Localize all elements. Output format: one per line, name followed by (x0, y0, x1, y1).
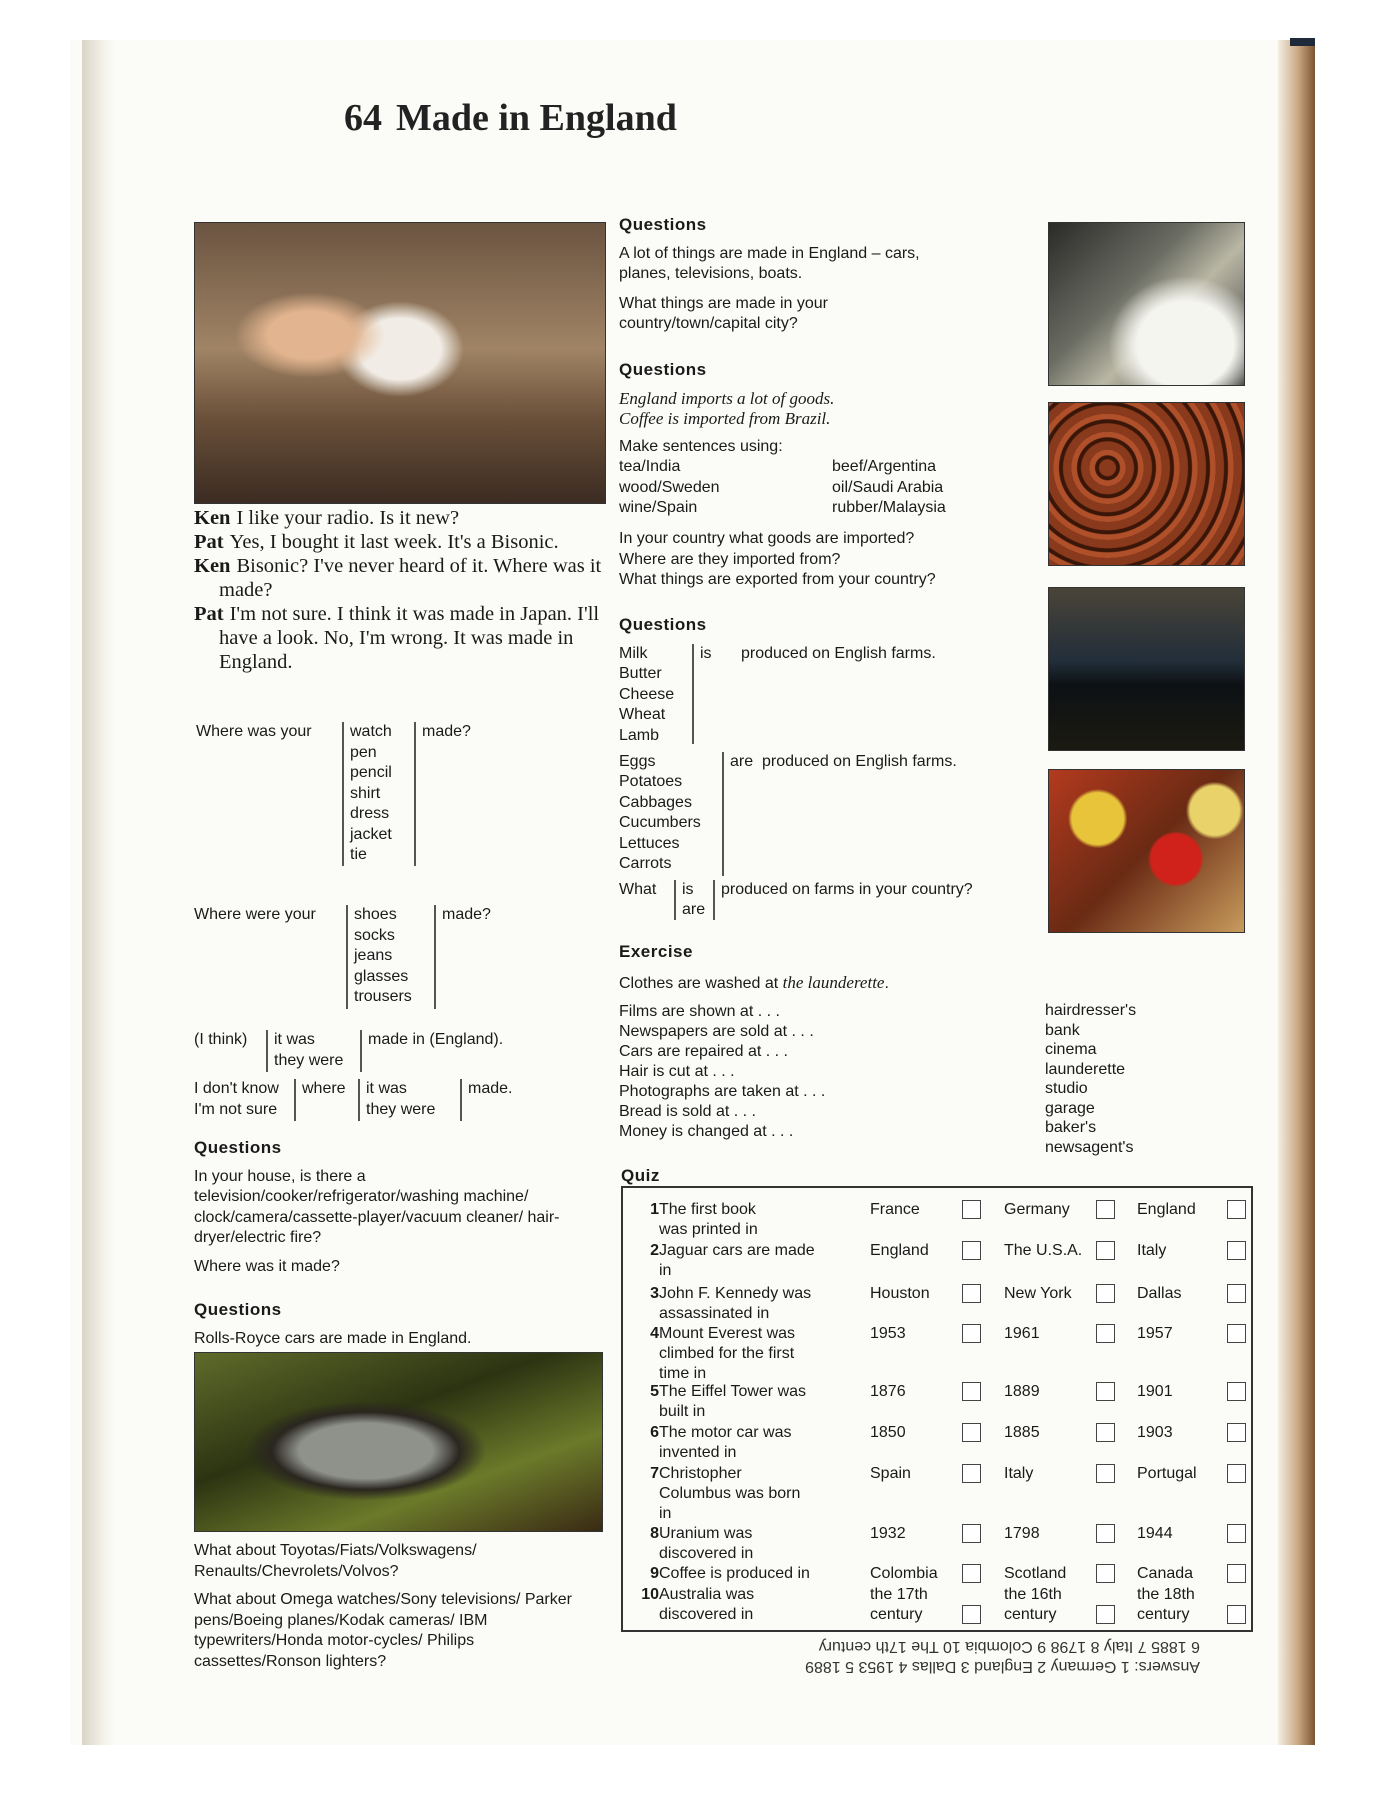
table-item: tie (350, 846, 367, 863)
questions-brands (194, 1541, 594, 1672)
dialogue-turn (194, 602, 614, 674)
section-heading: Questions (619, 215, 707, 234)
quiz-checkbox[interactable] (1096, 1423, 1115, 1442)
exercise-sentence: Photographs are taken at . . . (619, 1083, 826, 1100)
table-items (346, 905, 432, 1009)
quiz-checkbox[interactable] (1096, 1284, 1115, 1303)
dialogue-text: I like your radio. Is it new? (236, 507, 460, 529)
table-tail: made? (434, 905, 491, 1009)
table-item: glasses (354, 967, 409, 985)
quiz-question (659, 1324, 859, 1384)
table-item: Carrots (619, 855, 672, 872)
table-items (619, 644, 674, 747)
table-tail: produced on farms in your country? (713, 880, 973, 920)
question-text: Where was it made? (194, 1257, 340, 1275)
title-text: Made in England (396, 97, 677, 139)
table-tail: produced on English farms. (741, 644, 936, 662)
exercise-sentence: Films are shown at . . . (619, 1003, 780, 1020)
quiz-checkbox[interactable] (962, 1382, 981, 1401)
quiz-option: Italy (1004, 1465, 1034, 1482)
quiz-question (659, 1585, 859, 1625)
word-pair: wine/Spain (619, 499, 698, 516)
example-plain: Clothes are washed at (619, 974, 783, 992)
lead-line: I'm not sure (194, 1100, 278, 1118)
table-tail: made? (414, 722, 471, 866)
table-item: they were (366, 1100, 436, 1118)
section-heading: Questions (194, 1300, 282, 1319)
table-item: watch (350, 723, 392, 740)
example-italic: the launderette (782, 972, 885, 992)
table-tail: produced on English farms. (762, 752, 957, 770)
quiz-question (659, 1382, 859, 1422)
quiz-option: Canada (1137, 1565, 1194, 1582)
question-line: discovered in (659, 1606, 754, 1623)
table-items (342, 722, 392, 866)
exercise-places (1045, 1001, 1136, 1157)
table-item: Eggs (619, 752, 656, 770)
quiz-option: 1889 (1004, 1383, 1040, 1400)
table-tail: made in (England). (360, 1030, 503, 1072)
quiz-question (659, 1241, 859, 1281)
page-title (344, 96, 691, 140)
question-text: In your house, is there a television/cooker/refrigerator/washing machine/ clock/camera/cassette-player/vacuum cleaner/ hair-dryer/electric fire? (194, 1167, 560, 1246)
question-line: built in (659, 1403, 706, 1420)
quiz-checkbox[interactable] (962, 1564, 981, 1583)
table-tail: made. (460, 1079, 512, 1121)
book-binding (1278, 40, 1315, 1745)
question-text: Where are they imported from? (619, 550, 841, 568)
table-items (266, 1030, 358, 1072)
table-item: jeans (354, 947, 393, 964)
question-line: was printed in (659, 1221, 758, 1238)
word-pair: oil/Saudi Arabia (832, 478, 944, 496)
quiz-checkbox[interactable] (1096, 1464, 1115, 1483)
place-option: cinema (1045, 1041, 1097, 1058)
quiz-option: France (870, 1201, 920, 1218)
question-text: What about Omega watches/Sony televisions/ Parker pens/Boeing planes/Kodak cameras/ IBM typewriters/Honda motor-cycles/ Philips cassettes/Ronson lighters? (194, 1591, 572, 1670)
question-line: Jaguar cars are made (659, 1242, 815, 1259)
table-item: it was (366, 1080, 407, 1097)
quiz-checkbox[interactable] (962, 1423, 981, 1442)
quiz-number: 1 (650, 1201, 659, 1218)
table-item: shirt (350, 784, 381, 802)
question-line: Uranium was (659, 1525, 753, 1542)
table-item: is (682, 880, 694, 898)
speaker-name: Ken (194, 555, 231, 577)
place-option: launderette (1045, 1060, 1126, 1078)
table-items (619, 752, 701, 875)
quiz-option: 1885 (1004, 1424, 1040, 1441)
place-option: bank (1045, 1021, 1080, 1039)
quiz-checkbox[interactable] (1227, 1564, 1246, 1583)
quiz-checkbox[interactable] (962, 1324, 981, 1343)
exercise-sentence: Cars are repaired at . . . (619, 1043, 788, 1060)
question-line: John F. Kennedy was (659, 1285, 812, 1302)
table-item: are (682, 901, 706, 918)
quiz-question (659, 1524, 859, 1564)
questions-made-in-england (619, 215, 979, 335)
quiz-option: Scotland (1004, 1565, 1067, 1582)
pairs-left (619, 457, 720, 519)
dialogue-text: Bisonic? I've never heard of it. Where was it made? (219, 555, 602, 601)
speaker-name: Pat (194, 603, 224, 625)
question-text: What things are exported from your country? (619, 571, 936, 588)
quiz-table (621, 1186, 1253, 1632)
table-item: Cabbages (619, 793, 692, 811)
quiz-option: 1876 (870, 1383, 906, 1400)
quiz-option: Portugal (1137, 1465, 1197, 1482)
table-item: Potatoes (619, 773, 683, 790)
verb-are (722, 752, 957, 876)
place-option: newsagent's (1045, 1138, 1134, 1156)
question-line: assassinated in (659, 1305, 770, 1322)
question-line: discovered in (659, 1545, 754, 1562)
question-line: in (659, 1262, 672, 1279)
answers-line: Answers: 1 Germany 2 England 3 Dallas 4 1953 5 1889 (805, 1658, 1200, 1675)
quiz-checkbox[interactable] (1227, 1605, 1246, 1624)
instruction: Make sentences using: (619, 437, 783, 455)
table-lead: Where was your (196, 723, 312, 740)
quiz-option: 1903 (1137, 1424, 1173, 1441)
word-pair: beef/Argentina (832, 458, 937, 475)
quiz-checkbox[interactable] (1227, 1423, 1246, 1442)
quiz-option: 1901 (1137, 1383, 1173, 1400)
questions-household (194, 1138, 614, 1277)
section-heading: Questions (619, 615, 707, 634)
quiz-question (659, 1564, 859, 1584)
table-item: dress (350, 805, 390, 822)
quiz-number: 8 (650, 1525, 659, 1542)
quiz-option: Germany (1004, 1201, 1070, 1218)
table-item: jacket (350, 825, 392, 843)
quiz-option: the 18th century (1137, 1586, 1195, 1623)
table-item: pen (350, 743, 377, 761)
table-items (358, 1079, 450, 1121)
quiz-checkbox[interactable] (1227, 1241, 1246, 1260)
question-text: A lot of things are made in England – cars, planes, televisions, boats. (619, 244, 920, 282)
answers-line: 6 1885 7 Italy 8 1798 9 Colombia 10 The 17th century (818, 1638, 1200, 1655)
table-item: Lettuces (619, 834, 680, 852)
example-sentence: Clothes are washed at the launderette. (619, 972, 889, 992)
question-line: The first book (659, 1201, 756, 1218)
table-item: Wheat (619, 706, 666, 723)
example-sentence: Coffee is imported from Brazil. (619, 408, 831, 428)
quiz-checkbox[interactable] (962, 1241, 981, 1260)
question-line: Christopher (659, 1465, 742, 1482)
dialogue-turn (194, 506, 614, 530)
quiz-checkbox[interactable] (1096, 1241, 1115, 1260)
dialogue-turn (194, 554, 614, 602)
photo-farm-dusk (1048, 587, 1245, 751)
question-text: Rolls-Royce cars are made in England. (194, 1329, 472, 1347)
question-text: What about Toyotas/Fiats/Volkswagens/ Renaults/Chevrolets/Volvos? (194, 1542, 477, 1580)
quiz-option: 1932 (870, 1525, 906, 1542)
table-item: Butter (619, 665, 662, 682)
quiz-option: Houston (870, 1285, 930, 1302)
quiz-option: Colombia (870, 1565, 938, 1582)
quiz-number: 5 (650, 1383, 659, 1400)
question-line: climbed for the first (659, 1345, 795, 1362)
question-line: Australia was (659, 1586, 755, 1603)
photo-rolls-royce (194, 1352, 603, 1532)
quiz-checkbox[interactable] (962, 1605, 981, 1624)
place-option: garage (1045, 1099, 1095, 1117)
quiz-number: 4 (650, 1325, 659, 1342)
lead-line: I don't know (194, 1080, 279, 1097)
exercise-sentence: Hair is cut at . . . (619, 1063, 735, 1080)
place-option: baker's (1045, 1119, 1097, 1136)
question-line: Columbus was born (659, 1485, 801, 1502)
quiz-checkbox[interactable] (962, 1284, 981, 1303)
quiz-checkbox[interactable] (1096, 1324, 1115, 1343)
table-items (674, 880, 708, 920)
exercise-sentence: Newspapers are sold at . . . (619, 1023, 814, 1040)
quiz-checkbox[interactable] (1096, 1605, 1115, 1624)
table-lead (194, 1079, 279, 1120)
table-item: Lamb (619, 726, 660, 744)
place-option: studio (1045, 1080, 1088, 1097)
quiz-number: 2 (650, 1242, 659, 1259)
question-line: The motor car was (659, 1424, 792, 1441)
dialogue (194, 506, 614, 674)
table-item: pencil (350, 764, 392, 781)
verb: are (730, 752, 754, 770)
quiz-option: 1798 (1004, 1525, 1040, 1542)
quiz-checkbox[interactable] (1227, 1200, 1246, 1219)
quiz-answers-upside-down (698, 1636, 1200, 1676)
quiz-option: Dallas (1137, 1285, 1182, 1302)
quiz-number: 10 (641, 1586, 659, 1603)
quiz-checkbox[interactable] (1227, 1524, 1246, 1543)
speaker-name: Ken (194, 507, 231, 529)
quiz-checkbox[interactable] (1227, 1284, 1246, 1303)
photo-ken-and-pat-radio (194, 222, 606, 504)
word-pair: rubber/Malaysia (832, 499, 946, 516)
table-lead: Where were your (194, 906, 316, 923)
quiz-option: New York (1004, 1285, 1072, 1302)
word-pair: wood/Sweden (619, 478, 720, 496)
section-heading: Exercise (619, 942, 693, 961)
verb-is: is (692, 644, 712, 744)
quiz-option: England (870, 1242, 929, 1259)
cover-corner (1290, 38, 1315, 46)
exercise-sentence: Bread is sold at . . . (619, 1103, 756, 1120)
table-item: Milk (619, 644, 648, 662)
photo-factory-car (1048, 222, 1245, 386)
question-line: invented in (659, 1444, 737, 1461)
table-item: Cucumbers (619, 814, 701, 831)
quiz-option: 1850 (870, 1424, 906, 1441)
question-text: What things are made in your country/town/capital city? (619, 294, 828, 332)
quiz-option: The U.S.A. (1004, 1242, 1083, 1259)
quiz-checkbox[interactable] (1227, 1464, 1246, 1483)
questions-rolls-royce (194, 1300, 614, 1349)
dialogue-text: Yes, I bought it last week. It's a Bisonic. (229, 531, 559, 553)
photo-vegetables (1048, 769, 1245, 933)
quiz-question (659, 1200, 859, 1240)
quiz-option: Italy (1137, 1242, 1167, 1259)
quiz-option: the 16th century (1004, 1586, 1062, 1623)
table-item: trousers (354, 988, 412, 1005)
quiz-checkbox[interactable] (962, 1464, 981, 1483)
quiz-checkbox[interactable] (1096, 1200, 1115, 1219)
dialogue-text: I'm not sure. I think it was made in Japan. I'll have a look. No, I'm wrong. It was made in England. (219, 603, 600, 673)
speaker-name: Pat (194, 531, 224, 553)
question-line: time in (659, 1365, 707, 1382)
question-line: Coffee is produced in (659, 1565, 810, 1582)
quiz-number: 7 (650, 1465, 659, 1482)
section-heading: Questions (194, 1138, 282, 1157)
table-lead: (I think) (194, 1031, 248, 1048)
page-curl (82, 40, 114, 1745)
table-mid: where (294, 1079, 346, 1121)
question-line: in (659, 1505, 672, 1522)
quiz-question (659, 1284, 859, 1324)
table-item: it was (274, 1031, 315, 1048)
questions-farms (619, 615, 1059, 924)
exercise-sentence: Money is changed at . . . (619, 1123, 794, 1140)
quiz-option: the 17th century (870, 1586, 928, 1623)
quiz-option: 1957 (1137, 1325, 1173, 1342)
questions-imports (619, 360, 1039, 591)
photo-coffee-beans (1048, 402, 1245, 566)
quiz-heading: Quiz (621, 1166, 660, 1185)
pairs-right (832, 457, 946, 519)
quiz-number: 3 (650, 1285, 659, 1302)
question-line: Mount Everest was (659, 1325, 796, 1342)
quiz-checkbox[interactable] (1096, 1564, 1115, 1583)
quiz-option: 1961 (1004, 1325, 1040, 1342)
import-questions (619, 529, 1039, 591)
dialogue-turn (194, 530, 614, 554)
table-item: Cheese (619, 685, 675, 703)
quiz-option: Spain (870, 1465, 911, 1482)
table-item: socks (354, 926, 395, 944)
table-item: they were (274, 1051, 344, 1069)
question-text: In your country what goods are imported? (619, 530, 915, 547)
quiz-checkbox[interactable] (1096, 1524, 1115, 1543)
quiz-checkbox[interactable] (962, 1200, 981, 1219)
page-number: 64 (344, 97, 382, 139)
quiz-number: 6 (650, 1424, 659, 1441)
quiz-question (659, 1423, 859, 1463)
quiz-option: England (1137, 1201, 1196, 1218)
place-option: hairdresser's (1045, 1002, 1137, 1019)
quiz-checkbox[interactable] (962, 1524, 981, 1543)
quiz-option: 1944 (1137, 1525, 1173, 1542)
quiz-option: 1953 (870, 1325, 906, 1342)
quiz-checkbox[interactable] (1227, 1382, 1246, 1401)
quiz-number: 9 (650, 1565, 659, 1582)
example-sentence: England imports a lot of goods. (619, 388, 835, 408)
word-pair: tea/India (619, 458, 681, 475)
section-heading: Questions (619, 360, 707, 379)
quiz-question (659, 1464, 859, 1524)
quiz-checkbox[interactable] (1227, 1324, 1246, 1343)
what-label: What (619, 880, 657, 898)
table-item: shoes (354, 906, 397, 923)
quiz-checkbox[interactable] (1096, 1382, 1115, 1401)
question-line: The Eiffel Tower was (659, 1383, 807, 1400)
